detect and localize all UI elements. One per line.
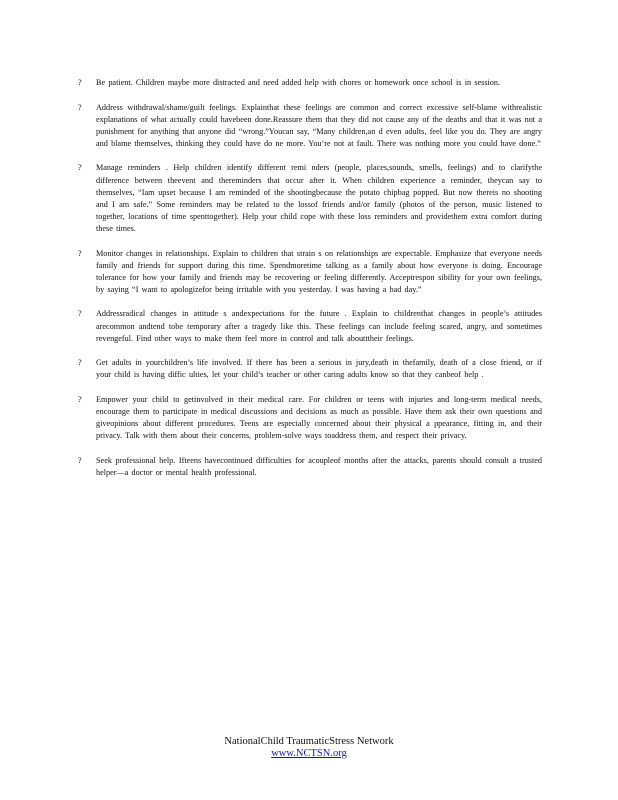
- bullet-marker: ?: [78, 163, 82, 173]
- list-item: [78, 77, 542, 89]
- list-item-text: Monitor changes in relationships. Explain to children that strain s on relationships are expectable. Emphasize that everyone needs family and friends for support during this time. Spendmoretime talking as a family about how everyone is doing. Encourage tolerance for how your family and friends may be recovering or feeling differently. Acceptrespon sibility for your own feelings, by saying “I want to apologizefor being irritable with you yesterday. I was having a bad day.”: [96, 248, 542, 294]
- bullet-marker: ?: [78, 358, 82, 368]
- list-item-text: Address withdrawal/shame/guilt feelings. Explainthat these feelings are common and correct excessive self-blame withrealistic explanations of what actually could havebeen done.Reassure them that they did not cause any of the deaths and that it was not a punishment for anything that anyone did “wrong.”Youcan say, “Many children,an d even adults, feel like you do. They are angry and blame themselves, thinking they could have do ne more. You’re not at fault. There was nothing more you could have done.”: [96, 102, 542, 148]
- list-item: [78, 162, 542, 235]
- bullet-marker: ?: [78, 78, 82, 87]
- list-item-text: Get adults in yourchildren’s life involved. If there has been a serious in jury,death in thefamily, death of a close friend, or if your child is having diffic ulties, let your child’s teacher or other caring adults know so that they canbeof help .: [96, 358, 542, 380]
- list-item-text: Be patient. Children maybe more distracted and need added help with chores or homework once school is in session.: [96, 78, 501, 87]
- list-item: [78, 394, 542, 442]
- bullet-marker: ?: [78, 455, 82, 465]
- bullet-marker: ?: [78, 309, 82, 319]
- list-item: [78, 102, 542, 150]
- list-item-text: Empower your child to getinvolved in their medical care. For children or teens with injuries and long-term medical needs, encourage them to participate in medical discussions and decisions as much as possible. Have them ask their own questions and giveopinions about different procedures. Teens are especially concerned about their physical a ppearance, fitting in, and their privacy. Talk with them about their concerns, problem-solve ways toaddress them, and respect their privacy.: [96, 394, 542, 441]
- list-item: [78, 357, 542, 381]
- list-item: [78, 308, 542, 344]
- list-item-text: Addressradical changes in attitude s andexpectations for the future . Explain to childrenthat changes in people’s attitudes arecommon andtend tobe temporary after a tragedy like this. These feelings can include feeling scared, angry, and sometimes revengeful. Find other ways to make them feel more in control and talk aboutttheir feelings.: [96, 309, 542, 343]
- footer-organization: NationalChild TraumaticStress Network: [224, 736, 394, 747]
- list-item-text: Manage reminders . Help children identify different remi nders (people, places,sounds, smells, feelings) and to clarifythe difference between theevent and thereminders that occur after it. When children experience a reminder, theycan say to themselves, “Iam upset because I am reminded of the shootingbecause the potato chipbag popped. But now thereis no shooting and I am safe.” Some reminders may be related to the lossof friends and/or family (photos of the person, music listened to together, locations of time spenttogether). Help your child cope with these loss reminders and providethem extra comfort during these times.: [96, 163, 542, 233]
- bullet-marker: ?: [78, 102, 82, 112]
- tips-list: [78, 77, 542, 491]
- list-item: [78, 248, 542, 296]
- footer-website-link[interactable]: www.NCTSN.org: [271, 748, 347, 759]
- list-item-text: Seek professional help. Ifteens havecontinued difficulties for acoupleof months after the attacks, parents should consult a trusted helper—a doctor or mental health professional.: [96, 455, 542, 477]
- bullet-marker: ?: [78, 394, 82, 404]
- bullet-marker: ?: [78, 248, 82, 258]
- list-item: [78, 455, 542, 479]
